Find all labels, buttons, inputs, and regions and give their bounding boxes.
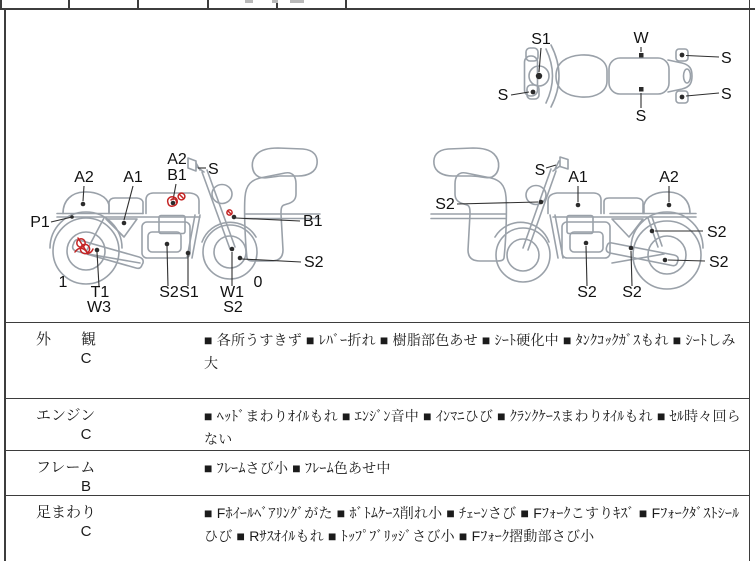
label-s2-rear-wheel: S2 xyxy=(709,254,729,271)
label-s2-rear-shock: S2 xyxy=(707,224,727,241)
section-grade: C xyxy=(80,426,92,443)
motorcycle-top-view-diagram xyxy=(498,30,732,125)
section-title: エンジン xyxy=(36,407,96,424)
front-fork xyxy=(523,169,556,250)
motorcycle-right-side-diagram xyxy=(30,148,323,316)
cylinder xyxy=(567,216,593,234)
condition-items: ■ 各所うすきず ■ ﾚﾊﾞｰ折れ ■ 樹脂部色あせ ■ ｼｰﾄ硬化中 ■ ﾀﾝｸｺｯｸｶﾞｽもれ ■ ｼｰﾄしみ大 xyxy=(204,332,736,371)
mirror xyxy=(188,158,196,171)
rear-cowl xyxy=(63,192,109,214)
label-s2-front-wheel: S2 xyxy=(304,254,324,271)
inspection-row-undercarriage xyxy=(4,501,750,561)
seat xyxy=(604,198,643,214)
inspection-row-frame xyxy=(4,456,750,495)
label-a1-tank: A1 xyxy=(568,169,588,186)
label-s-rear-signal-left: S xyxy=(721,86,732,103)
label-s2-engine: S2 xyxy=(577,284,597,301)
row-divider xyxy=(4,398,750,399)
section-grade: B xyxy=(80,478,91,495)
label-s-left-side: S xyxy=(635,108,647,125)
tail xyxy=(668,60,692,92)
label-s-mirror: S xyxy=(534,162,546,179)
section-grade: C xyxy=(80,350,92,367)
label-front-wheel-number: 0 xyxy=(253,274,263,291)
label-a2-rear-cowl: A2 xyxy=(659,169,679,186)
condition-items: ■ ﾍｯﾄﾞまわりｵｲﾙもれ ■ ｴﾝｼﾞﾝ音中 ■ ｲﾝﾏﾆひび ■ ｸﾗﾝｸｹｰｽまわりｵｲﾙもれ ■ ｾﾙ時々回らない xyxy=(204,408,741,447)
motorcycle-left-side-diagram xyxy=(431,148,729,301)
label-t1-muffler: T1 xyxy=(90,284,110,301)
fuel-tank xyxy=(548,193,601,214)
label-a2-tank: A2 xyxy=(167,151,187,168)
label-s-front-signal: S xyxy=(497,87,509,104)
windscreen-body xyxy=(245,173,296,261)
tail-light xyxy=(684,69,691,83)
inspection-row-exterior xyxy=(4,328,750,397)
label-s2-muffler: S2 xyxy=(622,284,642,301)
label-b1-tank: B1 xyxy=(167,167,187,184)
label-s2-engine: S2 xyxy=(159,284,179,301)
label-s2-fork-top: S2 xyxy=(435,196,455,213)
top-view-outline xyxy=(525,45,693,107)
windscreen-band xyxy=(431,214,506,219)
label-s2-fork: S2 xyxy=(223,299,243,316)
section-grade: C xyxy=(80,523,92,540)
label-w-right-side: W xyxy=(633,30,649,47)
condition-items: ■ Fﾎｲｰﾙﾍﾞｱﾘﾝｸﾞがた ■ ﾎﾞﾄﾑｹｰｽ削れ小 ■ ﾁｪｰﾝさび ■ Fﾌｫｰｸこすりｷｽﾞ ■ Fﾌｫｰｸﾀﾞｽﾄｼｰﾙひび ■ Rｻｽｵｲﾙもれ ■ ﾄｯﾌﾟﾌﾞﾘｯｼﾞさび小 ■ Fﾌｫｰｸ摺動部さび小 xyxy=(204,505,740,544)
crankcase xyxy=(148,232,181,252)
cylinder xyxy=(159,216,185,234)
section-title: フレーム xyxy=(36,459,96,476)
mirror xyxy=(560,157,568,169)
label-s1-headlight: S1 xyxy=(531,31,551,48)
condition-items: ■ ﾌﾚｰﾑさび小 ■ ﾌﾚｰﾑ色あせ中 xyxy=(204,460,391,476)
section-title: 足まわり xyxy=(36,504,97,521)
label-s-mirror: S xyxy=(208,161,219,178)
front-rim xyxy=(507,239,539,271)
windscreen-body xyxy=(455,173,506,261)
fuel-tank xyxy=(556,55,607,97)
label-rear-wheel-number: 1 xyxy=(58,274,68,291)
rear-cowl xyxy=(644,192,690,214)
frame-triangle xyxy=(612,219,643,237)
inspection-row-engine xyxy=(4,404,750,450)
label-a1-seat: A1 xyxy=(123,169,143,186)
label-s-rear-signal-right: S xyxy=(721,50,732,67)
label-a2-rear-cowl: A2 xyxy=(74,169,94,186)
front-rim xyxy=(214,236,246,268)
label-s1-frame: S1 xyxy=(179,284,199,301)
label-w1-fork: W1 xyxy=(220,284,244,301)
row-divider xyxy=(4,495,750,496)
label-b1-front-fender: B1 xyxy=(303,213,323,230)
row-divider xyxy=(4,450,750,451)
label-w3-muffler: W3 xyxy=(87,299,111,316)
down-tube xyxy=(550,215,563,258)
label-p1-rear-fender: P1 xyxy=(30,214,50,231)
section-title: 外 観 xyxy=(36,331,97,348)
